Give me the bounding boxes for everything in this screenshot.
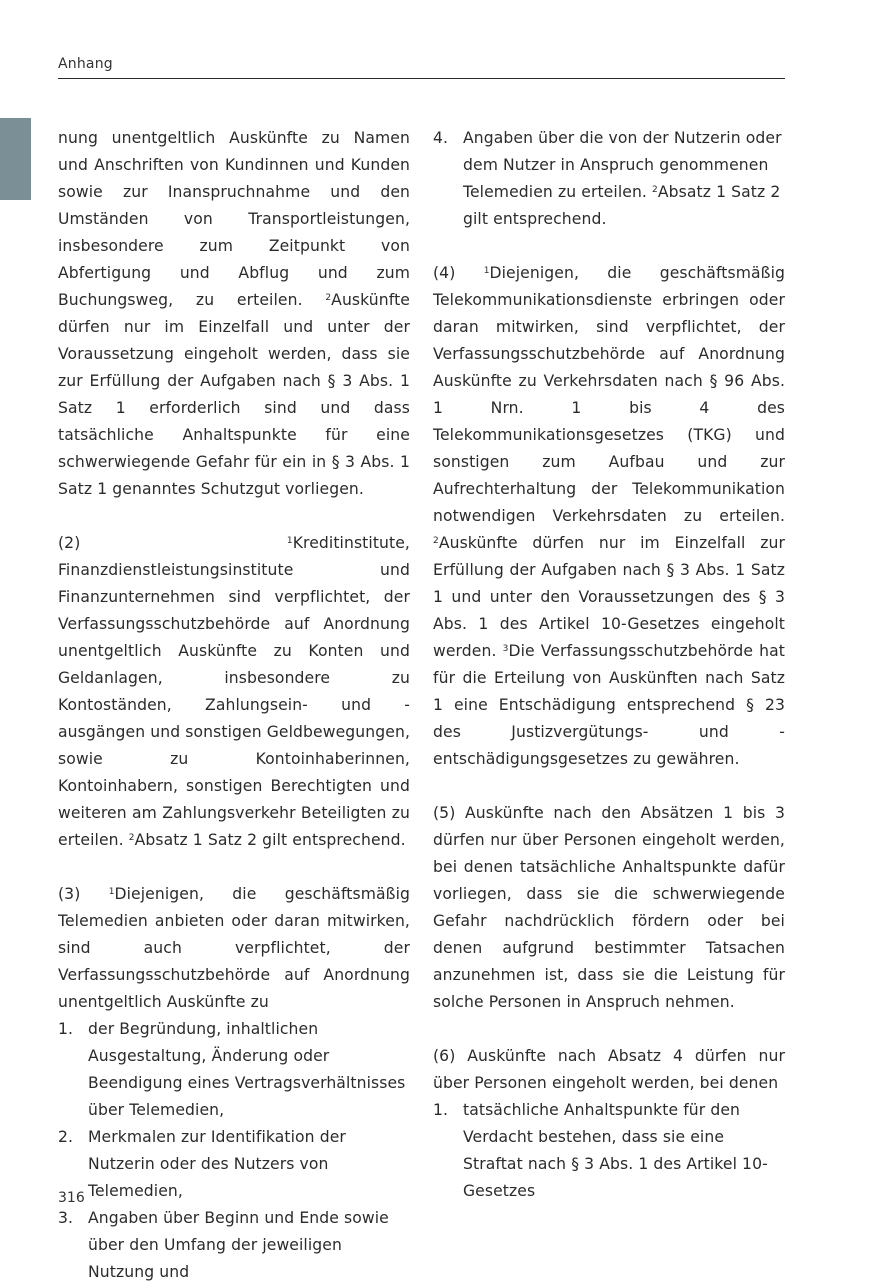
- paragraph-2: (2) $^1$Kreditinstitute, Finanzdienstleistungsinstitute und Finanzunternehmen sind verpflichtet, der Verfassungsschutzbehörde auf Anordnung unentgeltlich Auskünfte zu Konten und Geldanlagen, insbesondere zu Kontoständen, Zahlungsein- und -ausgängen und sonstigen Geldbewegungen, sowie zu Kontoinhaberinnen, Kontoinhabern, sonstigen Berechtigten und weiteren am Zahlungsverkehr Beteiligten zu erteilen. $^2$Absatz 1 Satz 2 gilt entsprechend.: [58, 534, 410, 849]
- sentence-number: 1: [483, 266, 490, 276]
- paragraph-6: (6) Auskünfte nach Absatz 4 dürfen nur über Personen eingeholt werden, bei denen: [433, 1047, 785, 1092]
- chapter-tab-marker: [0, 118, 31, 200]
- list-item: 2. Merkmalen zur Identifikation der Nutzerin oder des Nutzers von Telemedien,: [58, 1128, 346, 1200]
- header-rule: [58, 78, 785, 79]
- list-item: 3. Angaben über Beginn und Ende sowie über den Umfang der jeweiligen Nutzung und: [58, 1209, 389, 1281]
- running-header: Anhang: [58, 56, 113, 72]
- page-number: 316: [58, 1190, 85, 1206]
- left-column: [58, 125, 410, 1286]
- sentence-number: 1: [108, 887, 115, 897]
- sentence-number: 1: [286, 536, 293, 546]
- right-column: [433, 125, 785, 1205]
- paragraph-4: (4) $^1$Diejenigen, die geschäftsmäßig Telekommunikationsdienste erbringen oder daran mitwirken, sind verpflichtet, der Verfassungsschutzbehörde auf Anordnung Auskünfte zu Verkehrsdaten nach § 96 Abs. 1 Nrn. 1 bis 4 des Telekommunikationsgesetzes (TKG) und sonstigen zum Aufbau und zur Aufrechterhaltung der Telekommunikation notwendigen Verkehrsdaten zu erteilen. $^2$Auskünfte dürfen nur im Einzelfall zur Erfüllung der Aufgaben nach § 3 Abs. 1 Satz 1 und unter den Voraussetzungen des § 3 Abs. 1 des Artikel 10-Gesetzes eingeholt werden. $^3$Die Verfassungsschutzbehörde hat für die Erteilung von Auskünften nach Satz 1 eine Entschädigung entsprechend § 23 des Justizvergütungs- und -entschädigungsgesetzes zu gewähren.: [433, 264, 786, 768]
- paragraph-5: (5) Auskünfte nach den Absätzen 1 bis 3 dürfen nur über Personen eingeholt werden, bei denen tatsächliche Anhaltspunkte dafür vorliegen, dass sie die schwerwiegende Gefahr nachdrücklich fördern oder bei denen aufgrund bestimmter Tatsachen anzunehmen ist, dass sie die Leistung für solche Personen in Anspruch nehmen.: [433, 804, 785, 1011]
- list-item: 1. der Begründung, inhaltlichen Ausgestaltung, Änderung oder Beendigung eines Vertragsverhältnisses über Telemedien,: [58, 1020, 406, 1119]
- sentence-number: 2: [433, 536, 439, 546]
- sentence-number: 2: [652, 185, 658, 195]
- paragraph-1-continued: nung unentgeltlich Auskünfte zu Namen und Anschriften von Kundinnen und Kunden sowie zur Inanspruchnahme und den Umständen von Transportleistungen, insbesondere zum Zeitpunkt von Abfertigung und Abflug und zum Buchungsweg, zu erteilen. $^2$Auskünfte dürfen nur im Einzelfall und unter der Voraussetzung eingeholt werden, dass sie zur Erfüllung der Aufgaben nach § 3 Abs. 1 Satz 1 erforderlich sind und dass tatsächliche Anhaltspunkte für eine schwerwiegende Gefahr für ein in § 3 Abs. 1 Satz 1 genanntes Schutzgut vorliegen.: [58, 129, 410, 498]
- sentence-number: 2: [325, 293, 332, 303]
- paragraph-3: (3) $^1$Diejenigen, die geschäftsmäßig Telemedien anbieten oder daran mitwirken, sind auch verpflichtet, der Verfassungsschutzbehörde auf Anordnung unentgeltlich Auskünfte zu: [58, 885, 411, 1011]
- list-item: 4. Angaben über die von der Nutzerin oder dem Nutzer in Anspruch genommenen Telemedien zu erteilen. $^2$Absatz 1 Satz 2 gilt entsprechend.: [433, 129, 782, 228]
- sentence-number: 3: [502, 644, 509, 654]
- sentence-number: 2: [128, 833, 135, 843]
- list-item: 1. tatsächliche Anhaltspunkte für den Verdacht bestehen, dass sie eine Straftat nach § 3 Abs. 1 des Artikel 10-Gesetzes: [433, 1101, 768, 1200]
